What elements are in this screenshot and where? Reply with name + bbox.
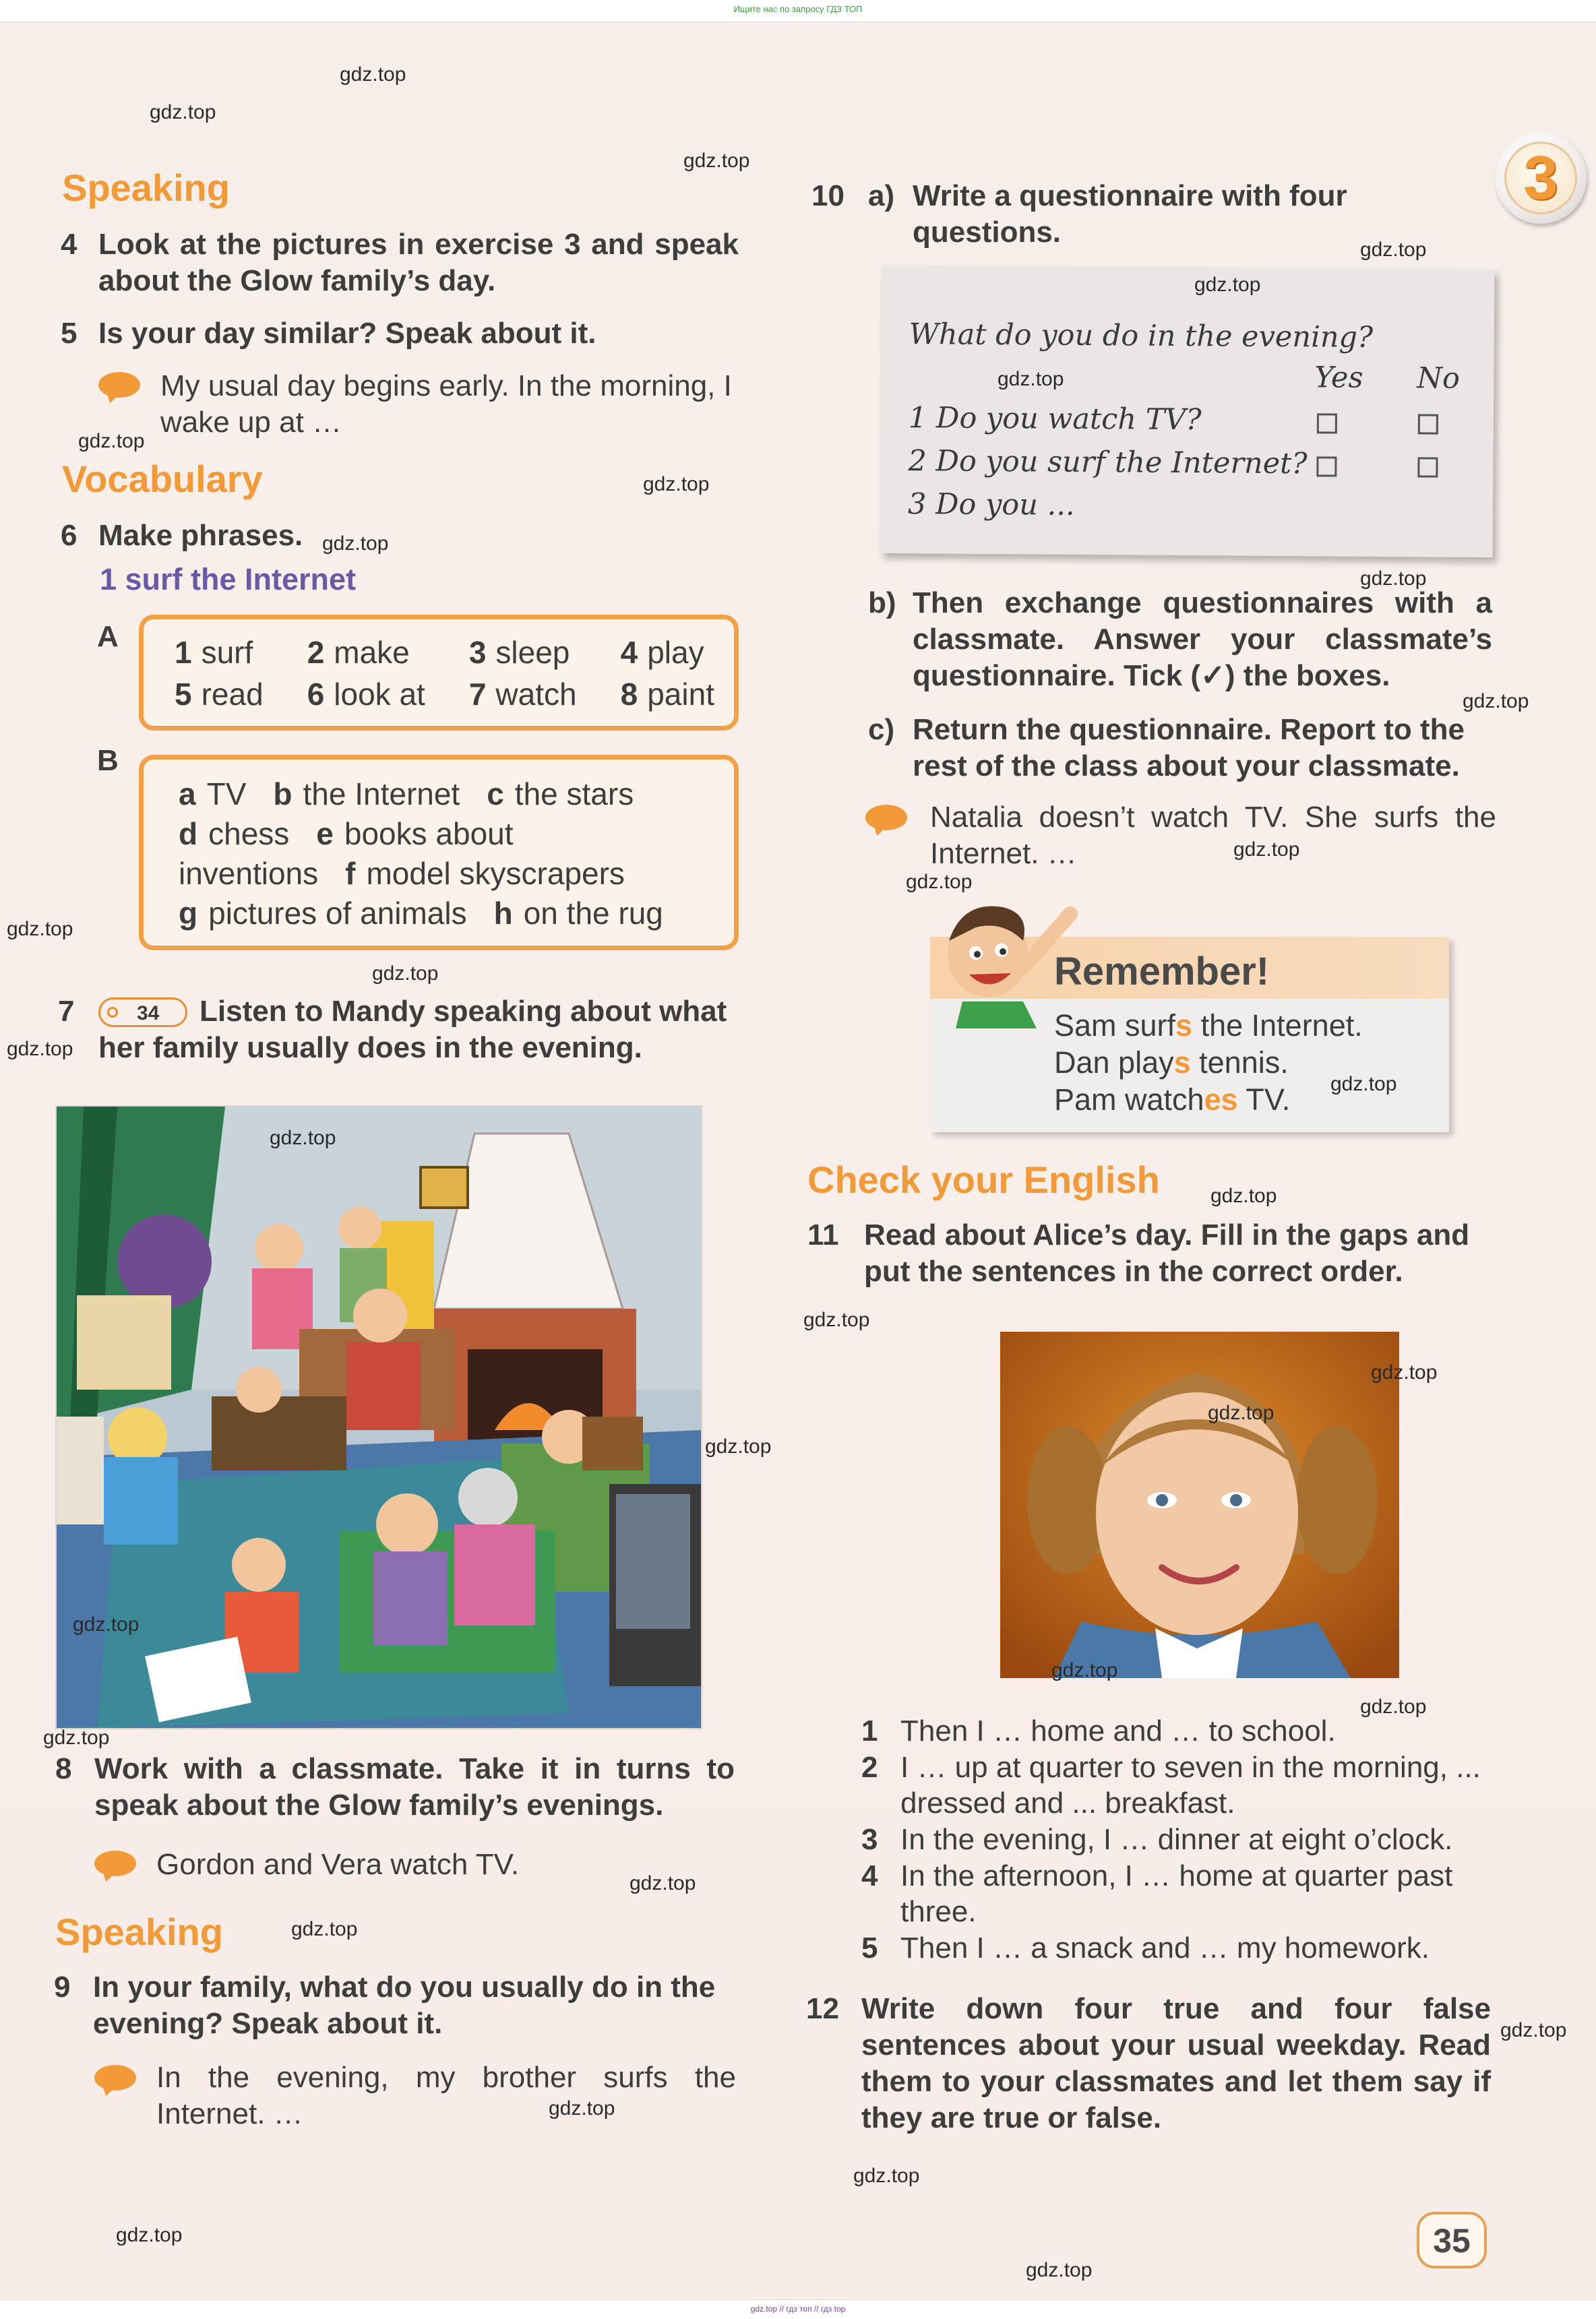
page-number: 35 <box>1433 2222 1471 2260</box>
ex6-example: 1 surf the Internet <box>100 562 357 596</box>
phrase-text: chess <box>208 816 290 851</box>
word-text: make <box>334 635 410 670</box>
word-number: 8 <box>620 677 638 712</box>
box-b-phrases <box>179 774 734 933</box>
word-number: 1 <box>175 635 192 670</box>
ex11-instruction: Read about Alice’s day. Fill in the gaps and put the sentences in the correct order. <box>864 1218 1470 1288</box>
watermark: gdz.top <box>270 1127 336 1149</box>
speaking-heading-2: Speaking <box>55 1911 223 1953</box>
phrase-text: the stars <box>514 776 634 811</box>
word-text: sleep <box>495 635 570 670</box>
sentence-item <box>861 1858 1508 1929</box>
watermark: gdz.top <box>1051 1659 1118 1681</box>
sentence-item <box>861 1822 1508 1857</box>
watermark: gdz.top <box>1360 567 1427 590</box>
word-number: 3 <box>468 635 487 670</box>
phrase-letter: h <box>493 896 513 931</box>
phrase-letter: d <box>179 816 198 851</box>
unit-badge <box>1495 132 1587 224</box>
word-text: play <box>647 635 704 670</box>
phrase-text: the Internet <box>303 776 460 811</box>
watermark: gdz.top <box>7 918 73 940</box>
vocabulary-heading: Vocabulary <box>62 458 263 500</box>
top-banner-text: Ищите нас по запросу ГДЗ ТОП <box>733 4 863 14</box>
sentence-text: Then I … home and … to school. <box>900 1714 1336 1748</box>
watermark: gdz.top <box>372 962 439 985</box>
phrase-text: inventions <box>179 856 319 891</box>
sentence-number: 2 <box>861 1751 878 1784</box>
question-2: 2 Do you surf the Internet? <box>908 444 1308 481</box>
no-column-header: No <box>1417 361 1461 396</box>
ex10-number: 10 <box>811 179 845 212</box>
ex10c-label: c) <box>868 713 895 746</box>
remember-ending: es <box>1204 1082 1238 1117</box>
ex10a-label: a) <box>868 179 895 212</box>
sentence-number: 1 <box>861 1714 878 1748</box>
phrase-text: TV <box>206 776 247 811</box>
ex4-number: 4 <box>61 228 78 261</box>
ex8-instruction: Work with a classmate. Take it in turns to speak about the Glow family’s evenings. <box>94 1752 735 1822</box>
page-number-badge <box>1417 2212 1487 2268</box>
unit-number: 3 <box>1523 144 1558 212</box>
ex9-number: 9 <box>54 1971 71 2004</box>
ex9-instruction: In your family, what do you usually do in the evening? Speak about it. <box>93 1971 716 2040</box>
ex5-number: 5 <box>61 317 78 350</box>
questionnaire-title: What do you do in the evening? <box>909 317 1374 354</box>
phrase-text: books about <box>344 816 514 851</box>
watermark: gdz.top <box>1194 274 1261 296</box>
ex8-number: 8 <box>55 1752 72 1785</box>
word-item <box>621 676 734 712</box>
word-text: paint <box>647 677 714 712</box>
watermark: gdz.top <box>803 1309 870 1331</box>
watermark: gdz.top <box>549 2097 615 2120</box>
word-item <box>175 676 283 712</box>
ex10c-instruction: Return the questionnaire. Report to the rest of the class about your classmate. <box>913 713 1465 782</box>
sentence-text: In the afternoon, I … home at quarter past three. <box>900 1859 1453 1928</box>
sentence-item <box>861 1750 1508 1821</box>
watermark: gdz.top <box>1026 2259 1093 2281</box>
word-item <box>307 676 445 712</box>
bottom-banner <box>0 2299 1596 2319</box>
speech-bubble-icon <box>865 805 907 830</box>
remember-title: Remember! <box>1054 950 1270 993</box>
ex7-number: 7 <box>58 995 75 1028</box>
word-item <box>469 634 596 671</box>
remember-line-start: Sam surf <box>1054 1008 1176 1043</box>
phrase-letter: b <box>273 776 293 811</box>
watermark: gdz.top <box>683 150 750 172</box>
ex7-instruction: Listen to Mandy speaking about what her family usually does in the evening. <box>98 995 727 1064</box>
watermark: gdz.top <box>1208 1402 1275 1424</box>
word-text: look at <box>334 677 425 712</box>
check-your-english-heading: Check your English <box>807 1158 1160 1201</box>
question-1-yes-checkbox[interactable] <box>1317 413 1337 433</box>
speech-bubble-icon <box>94 1851 136 1876</box>
word-text: surf <box>201 635 253 670</box>
phrase-letter: c <box>487 776 504 811</box>
phrase-line <box>179 894 734 933</box>
watermark: gdz.top <box>43 1727 110 1749</box>
word-item <box>175 634 283 671</box>
watermark: gdz.top <box>291 1918 358 1940</box>
question-2-no-checkbox[interactable] <box>1417 457 1438 477</box>
ex6-number: 6 <box>61 519 78 552</box>
sentence-number: 3 <box>861 1823 878 1856</box>
living-room-scene <box>57 1107 701 1728</box>
bottom-banner-text: gdz.top // гдз топ // гдз top <box>750 2304 846 2314</box>
word-number: 5 <box>175 677 192 712</box>
alice-portrait <box>1000 1332 1399 1678</box>
phrase-text: model skyscrapers <box>366 856 625 891</box>
word-number: 6 <box>307 677 325 712</box>
top-banner <box>0 0 1596 22</box>
boy-mascot-icon <box>935 887 1091 1028</box>
ex4-instruction: Look at the pictures in exercise 3 and speak about the Glow family’s day. <box>98 228 739 297</box>
cd-track-number: 34 <box>137 1002 160 1024</box>
watermark: gdz.top <box>1360 1696 1427 1718</box>
word-item <box>621 634 734 671</box>
speech-bubble-icon <box>98 372 140 398</box>
word-item <box>307 634 445 671</box>
remember-ending: s <box>1175 1008 1193 1043</box>
remember-line-end: the Internet. <box>1192 1008 1363 1043</box>
alice-photo <box>1000 1332 1399 1678</box>
phrase-text: on the rug <box>523 896 663 931</box>
questionnaire-note <box>880 265 1495 557</box>
box-b <box>139 755 739 950</box>
box-a-label: A <box>97 620 119 653</box>
word-text: watch <box>495 677 577 712</box>
box-b-label: B <box>97 744 119 777</box>
remember-line-end: TV. <box>1237 1082 1291 1117</box>
sentence-text: Then I … a snack and … my homework. <box>900 1931 1430 1965</box>
word-text: read <box>201 677 264 712</box>
ex5-example: My usual day begins early. In the morning, I wake up at … <box>160 369 732 439</box>
ex8-example: Gordon and Vera watch TV. <box>156 1848 520 1881</box>
watermark: gdz.top <box>150 101 216 123</box>
remember-line-start: Pam watch <box>1054 1082 1204 1117</box>
question-3: 3 Do you ... <box>907 487 1075 522</box>
watermark: gdz.top <box>7 1038 73 1060</box>
phrase-letter: e <box>316 816 334 851</box>
question-2-yes-checkbox[interactable] <box>1316 456 1337 476</box>
sentence-text: I … up at quarter to seven in the morning, ... dressed and ... breakfast. <box>900 1751 1481 1820</box>
watermark: gdz.top <box>630 1872 696 1894</box>
question-1-no-checkbox[interactable] <box>1418 414 1438 434</box>
ex11-sentences <box>861 1713 1508 1967</box>
ex10b-label: b) <box>868 586 896 619</box>
box-a-words <box>175 634 734 712</box>
remember-ending: s <box>1173 1045 1191 1080</box>
remember-line <box>1054 1044 1363 1081</box>
word-number: 4 <box>620 635 638 670</box>
speaking-heading-1: Speaking <box>62 166 230 209</box>
question-1: 1 Do you watch TV? <box>908 401 1202 437</box>
word-number: 7 <box>468 677 487 712</box>
box-a <box>139 615 739 731</box>
watermark: gdz.top <box>1360 239 1427 261</box>
ex9-example: In the evening, my brother surfs the Internet. … <box>156 2061 736 2130</box>
phrase-line <box>179 854 734 894</box>
family-evening-illustration <box>55 1105 702 1729</box>
remember-line-start: Dan play <box>1054 1045 1174 1080</box>
watermark: gdz.top <box>906 871 973 893</box>
remember-line-end: tennis. <box>1190 1045 1289 1080</box>
watermark: gdz.top <box>1500 2019 1567 2041</box>
phrase-text: pictures of animals <box>208 896 467 931</box>
ex12-instruction: Write down four true and four false sentences about your usual weekday. Read them to your classmates and let them say if they are true or false. <box>861 1992 1491 2134</box>
watermark: gdz.top <box>73 1613 140 1636</box>
ex12-number: 12 <box>806 1992 839 2025</box>
yes-column-header: Yes <box>1314 361 1363 395</box>
remember-examples <box>1054 1007 1363 1118</box>
ex10b-instruction: Then exchange questionnaires with a classmate. Answer your classmate’s questionnaire. Tick (✓) the boxes. <box>913 586 1492 692</box>
watermark: gdz.top <box>998 368 1064 390</box>
remember-line <box>1054 1081 1363 1118</box>
ex11-number: 11 <box>807 1218 839 1251</box>
watermark: gdz.top <box>705 1435 772 1458</box>
watermark: gdz.top <box>1210 1185 1277 1207</box>
sentence-item <box>861 1930 1508 1966</box>
word-number: 2 <box>307 635 325 670</box>
ex6-instruction: Make phrases. <box>98 519 303 552</box>
watermark: gdz.top <box>1233 838 1300 861</box>
watermark: gdz.top <box>78 430 145 452</box>
watermark: gdz.top <box>322 532 389 555</box>
sentence-number: 4 <box>861 1859 878 1892</box>
watermark: gdz.top <box>1330 1073 1397 1095</box>
phrase-letter: g <box>179 896 198 931</box>
ex10c-example: Natalia doesn’t watch TV. She surfs the Internet. … <box>930 801 1496 870</box>
watermark: gdz.top <box>1371 1361 1438 1384</box>
watermark: gdz.top <box>643 473 710 495</box>
phrase-line <box>179 814 734 854</box>
phrase-letter: f <box>345 856 356 891</box>
watermark: gdz.top <box>340 63 406 86</box>
watermark: gdz.top <box>1463 690 1529 712</box>
ex5-instruction: Is your day similar? Speak about it. <box>98 317 596 350</box>
sentence-number: 5 <box>861 1931 878 1965</box>
word-item <box>469 676 596 712</box>
phrase-line <box>179 774 734 814</box>
watermark: gdz.top <box>853 2165 920 2187</box>
sentence-text: In the evening, I … dinner at eight o’clock. <box>900 1823 1453 1856</box>
phrase-letter: a <box>179 776 196 811</box>
watermark: gdz.top <box>116 2224 183 2246</box>
remember-line <box>1054 1007 1363 1044</box>
speech-bubble-icon <box>94 2065 136 2091</box>
ex10a-instruction: Write a questionnaire with four questions. <box>913 179 1347 249</box>
